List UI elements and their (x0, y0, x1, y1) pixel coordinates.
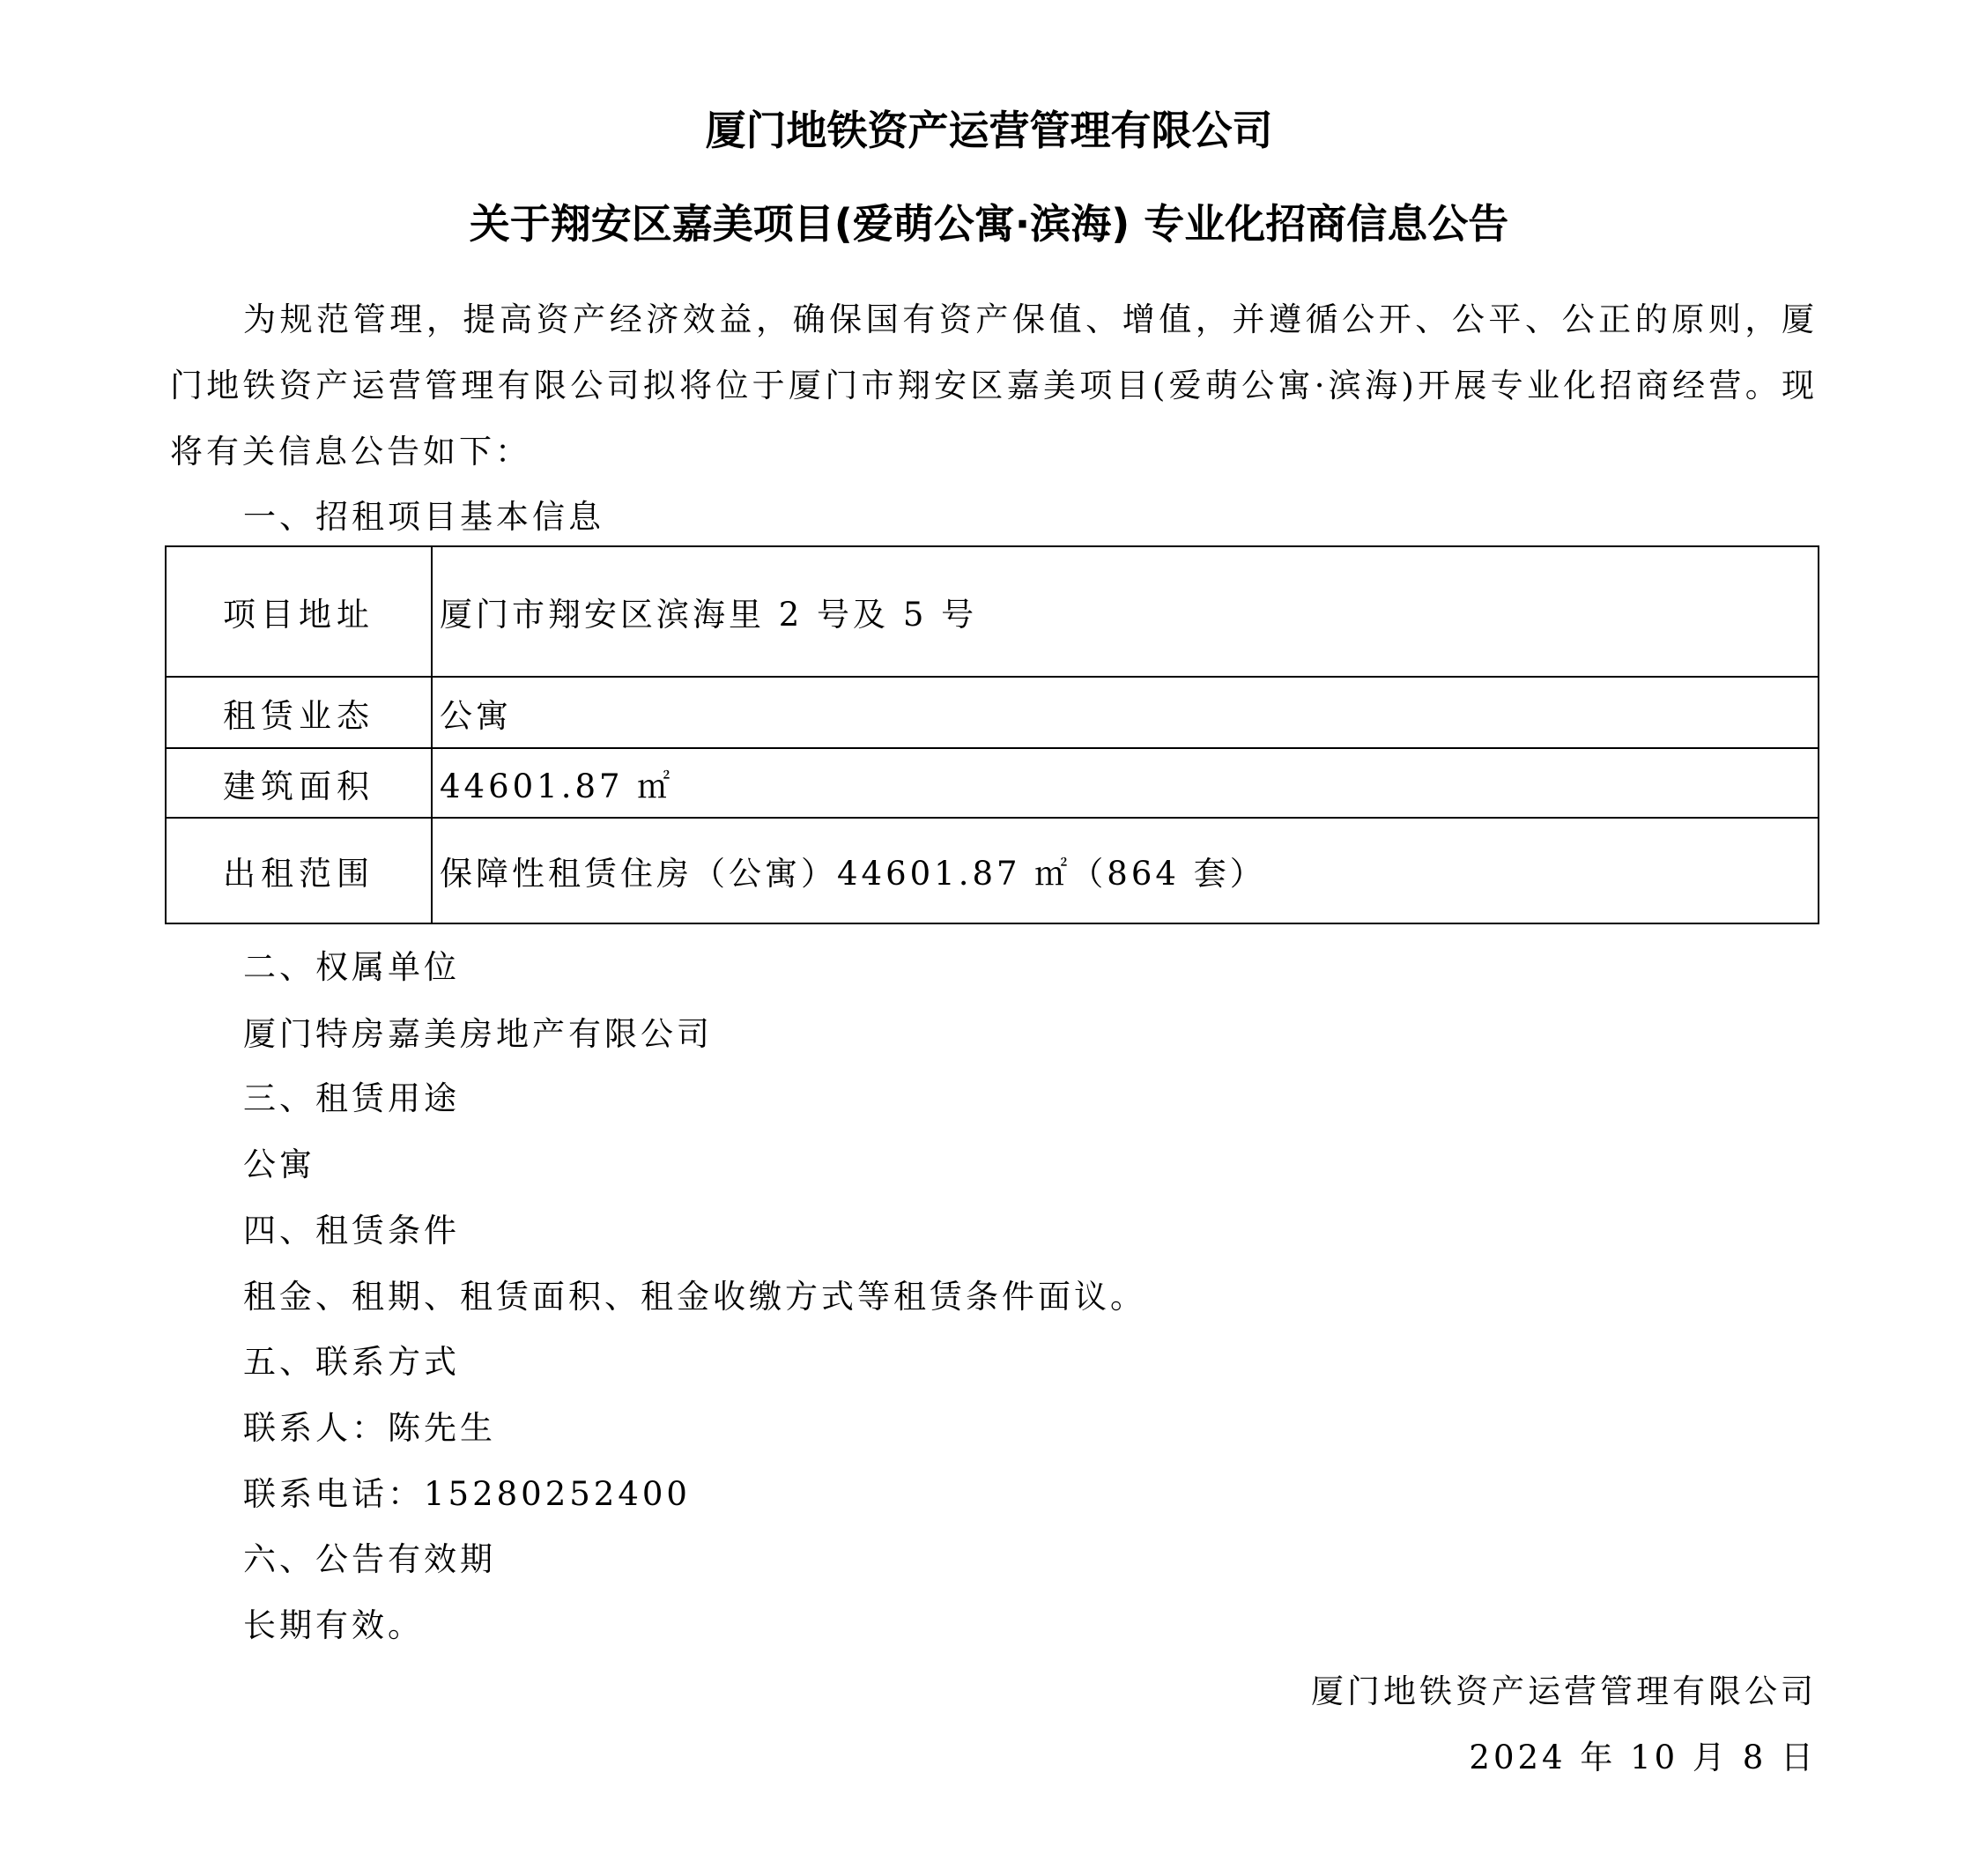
table-value-address: 厦门市翔安区滨海里 2 号及 5 号 (432, 546, 1819, 677)
section-heading-usage: 三、租赁用途 (243, 1079, 460, 1117)
section-heading-conditions: 四、租赁条件 (243, 1212, 460, 1249)
document-title-company: 厦门地铁资产运营管理有限公司 (705, 107, 1273, 154)
usage-text: 公寓 (243, 1146, 315, 1183)
table-row (166, 677, 1819, 748)
table-row (166, 748, 1819, 818)
section-heading-validity: 六、公告有效期 (243, 1540, 496, 1578)
project-info-table (165, 545, 1819, 924)
table-value-floor-area: 44601.87 ㎡ (432, 748, 1819, 818)
document-title-subject: 关于翔安区嘉美项目(爱萌公寓·滨海) 专业化招商信息公告 (469, 200, 1509, 248)
table-row (166, 818, 1819, 923)
signature-date: 2024 年 10 月 8 日 (1469, 1739, 1817, 1776)
table-label-floor-area: 建筑面积 (166, 748, 432, 818)
table-label-format: 租赁业态 (166, 677, 432, 748)
contact-person: 联系人：陈先生 (243, 1409, 496, 1447)
table-row (166, 546, 1819, 677)
validity-text: 长期有效。 (243, 1606, 424, 1644)
table-label-lease-scope: 出租范围 (166, 818, 432, 923)
section-heading-basic-info: 一、招租项目基本信息 (243, 498, 604, 536)
contact-phone: 联系电话：15280252400 (243, 1475, 691, 1513)
owner-text: 厦门特房嘉美房地产有限公司 (243, 1015, 713, 1053)
table-label-address: 项目地址 (166, 546, 432, 677)
section-heading-contact: 五、联系方式 (243, 1343, 460, 1381)
table-value-lease-scope: 保障性租赁住房（公寓）44601.87 ㎡（864 套） (432, 818, 1819, 923)
signature-company: 厦门地铁资产运营管理有限公司 (1311, 1672, 1817, 1710)
table-value-format: 公寓 (432, 677, 1819, 748)
conditions-text: 租金、租期、租赁面积、租金收缴方式等租赁条件面议。 (243, 1278, 1146, 1316)
section-heading-owner: 二、权属单位 (243, 948, 460, 986)
intro-paragraph: 为规范管理，提高资产经济效益，确保国有资产保值、增值，并遵循公开、公平、公正的原则，厦门地铁资产运营管理有限公司拟将位于厦门市翔安区嘉美项目(爱萌公寓·滨海)开展专业化招商经营。现将有关信息公告如下： (170, 300, 1818, 471)
